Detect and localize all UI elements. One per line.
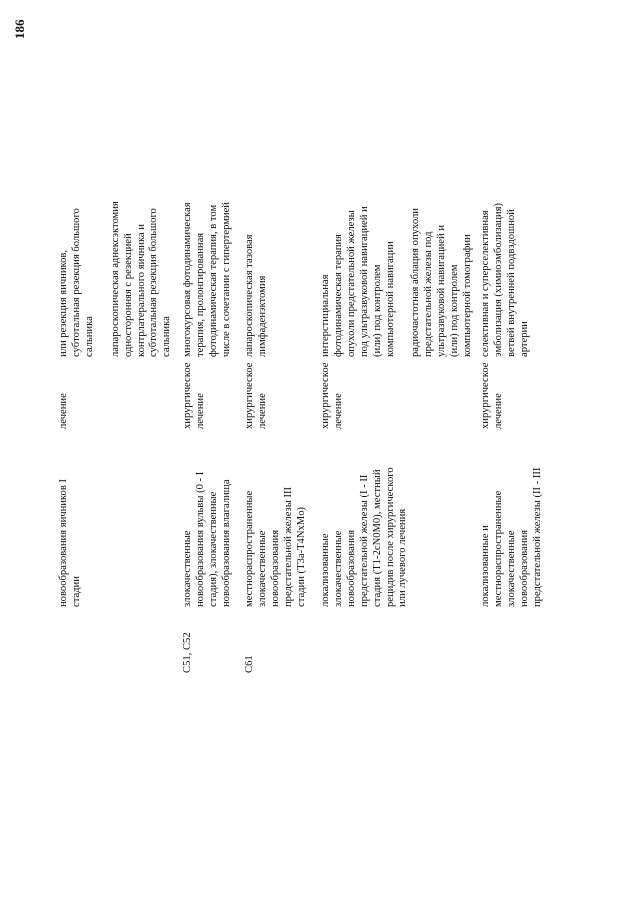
text-line: (или) под контролем: [449, 264, 461, 357]
text-line: фотодинамическая терапия, в том: [207, 204, 219, 357]
method-cell: [480, 127, 532, 357]
text-line: предстательной железы (I - II: [358, 474, 370, 607]
text-line: стадии: [70, 576, 82, 607]
method-spacer: [397, 127, 410, 357]
text-line: селективная и суперселективная: [480, 210, 491, 357]
text-line: контрлатерального яичника и: [135, 224, 147, 357]
text-line: локализованные и: [480, 525, 491, 607]
text-line: или лучевого лечения: [397, 508, 409, 607]
icd-code-cell: C51, C52: [182, 632, 193, 673]
text-line: эмболизация (химиоэмболизация): [492, 203, 504, 357]
text-line: лапароскопическая тазовая: [244, 234, 255, 357]
method-block: [182, 127, 234, 357]
text-line: артерии: [518, 321, 530, 357]
text-line: хирургическое: [182, 362, 193, 429]
text-line: субтотальная резекция большого: [148, 208, 160, 357]
method-cell: [182, 127, 234, 357]
text-line: лечение: [492, 393, 504, 429]
text-line: ветвей внутренней подвздошной: [505, 209, 517, 357]
text-line: новообразования вульвы (0 - I: [194, 471, 206, 607]
text-line: (или) под контролем: [371, 264, 383, 357]
text-line: новообразования влагалища: [220, 479, 232, 607]
text-line: новообразования: [345, 529, 357, 607]
treatment-type-cell: [182, 357, 208, 429]
text-line: новообразования: [518, 529, 530, 607]
text-line: предстательной железы под: [423, 231, 435, 357]
text-line: стадии (T3a-T4NxMo): [295, 506, 307, 607]
text-line: стадия (T1-2cN0M0), местный: [371, 469, 383, 607]
method-block: [58, 127, 97, 357]
method-block: [480, 127, 532, 357]
text-line: односторонняя с резекцией: [122, 233, 134, 357]
diagnosis-cell: [58, 429, 84, 607]
text-line: лечение: [194, 393, 206, 429]
method-block: [110, 127, 175, 357]
method-block: [244, 127, 270, 357]
text-line: лапароскопическая аднексэктомия: [109, 201, 121, 357]
icd-code-cell: C61: [244, 655, 255, 673]
text-line: лечение: [58, 393, 69, 429]
method-cell: [320, 127, 475, 357]
text-line: стадия), злокачественные: [207, 491, 219, 607]
text-line: рецидив после хирургического: [384, 467, 396, 607]
text-line: под ультразвуковой навигацией и: [358, 206, 370, 357]
text-line: сальника: [161, 316, 173, 357]
text-line: ультразвуковой навигацией и: [436, 225, 448, 357]
text-line: злокачественные: [256, 530, 268, 607]
text-line: хирургическое: [480, 362, 491, 429]
text-line: многокурсовая фотодинамическая: [182, 202, 193, 357]
text-line: местнораспространенные: [244, 490, 255, 607]
text-line: опухоли предстательной железы: [345, 210, 357, 357]
text-line: новообразования яичников I: [58, 478, 69, 607]
text-line: хирургическое: [244, 362, 255, 429]
text-line: предстательной железы III: [282, 486, 294, 607]
text-line: лимфаденэктомия: [256, 275, 268, 357]
treatment-type-cell: [320, 357, 346, 429]
text-line: злокачественные: [182, 530, 193, 607]
text-line: злокачественные: [505, 530, 517, 607]
text-line: или резекция яичников,: [58, 249, 69, 357]
method-block: [320, 127, 397, 357]
text-line: предстательной железы (II - III: [531, 467, 543, 607]
method-spacer: [97, 127, 110, 357]
text-line: терапия, пролонгированная: [194, 232, 206, 357]
treatment-type-cell: [244, 357, 270, 429]
page-number: 186: [12, 19, 27, 39]
text-line: компьютерной томографии: [462, 234, 474, 357]
treatment-type-cell: [58, 357, 71, 429]
text-line: лечение: [256, 393, 268, 429]
method-block: [410, 127, 475, 357]
text-line: новообразования: [269, 529, 281, 607]
diagnosis-cell: [244, 429, 309, 607]
text-line: радиочастотная аблация опухоли: [410, 208, 422, 357]
text-line: сальника: [83, 316, 95, 357]
text-line: интерстициальная: [320, 274, 331, 357]
method-cell: [244, 127, 270, 357]
text-line: компьютерной навигации: [384, 241, 396, 357]
diagnosis-cell: [320, 429, 410, 607]
text-line: числе в сочетании с гипертермией: [220, 202, 232, 357]
diagnosis-cell: [480, 429, 545, 607]
text-line: хирургическое: [320, 362, 331, 429]
text-line: лечение: [332, 393, 344, 429]
treatment-type-cell: [480, 357, 506, 429]
text-line: субтотальная резекция большого: [70, 208, 82, 357]
text-line: локализованные: [320, 533, 331, 607]
text-line: злокачественные: [332, 530, 344, 607]
diagnosis-cell: [182, 429, 234, 607]
text-line: фотодинамическая терапия: [332, 234, 344, 357]
method-cell: [58, 127, 174, 357]
text-line: местнораспространенные: [492, 490, 504, 607]
